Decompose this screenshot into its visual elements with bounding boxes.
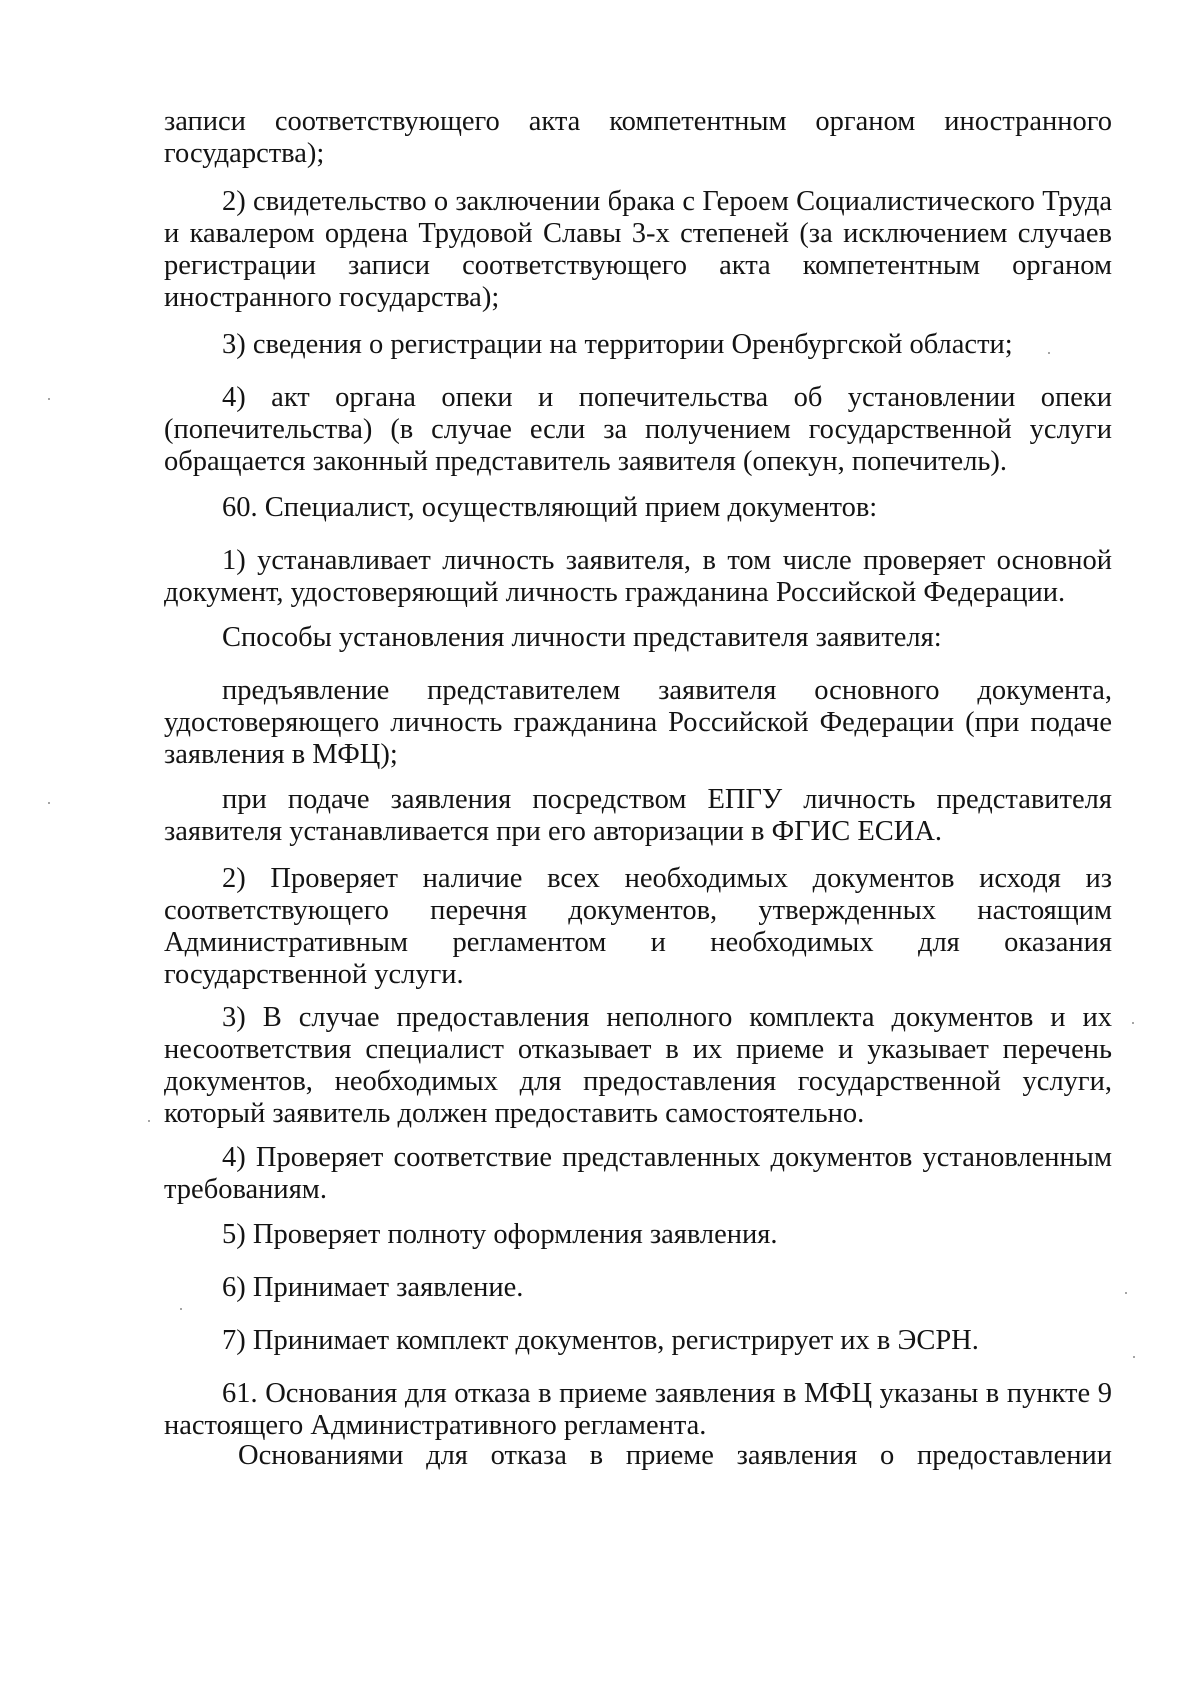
scan-speck — [180, 1308, 182, 1310]
text-line: 3) В случае предоставления неполного комплекта документов и их — [222, 1002, 1112, 1033]
text-line: государственной услуги. — [164, 959, 464, 990]
paragraph-item-3 — [164, 329, 1112, 361]
text-line: при подаче заявления посредством ЕПГУ личность представителя — [222, 784, 1112, 815]
paragraph-step-2 — [164, 863, 1112, 991]
text-line: 3) сведения о регистрации на территории Оренбургской области; — [222, 329, 1013, 360]
text-line: 61. Основания для отказа в приеме заявления в МФЦ указаны в пункте 9 — [222, 1378, 1112, 1409]
text-line: и кавалером ордена Трудовой Славы 3-х степеней (за исключением случаев — [164, 218, 1112, 249]
text-line: документов, необходимых для предоставления государственной услуги, — [164, 1066, 1112, 1097]
text-line: соответствующего перечня документов, утвержденных настоящим — [164, 895, 1112, 926]
paragraph-section-60 — [164, 492, 1112, 524]
text-line: удостоверяющего личность гражданина Российской Федерации (при подаче — [164, 707, 1112, 738]
text-line: Основаниями для отказа в приеме заявления о предоставлении — [238, 1440, 1112, 1471]
paragraph-epgu — [164, 784, 1112, 848]
text-line: 6) Принимает заявление. — [222, 1272, 524, 1303]
paragraph-section-61 — [164, 1378, 1112, 1442]
scan-speck — [148, 1120, 150, 1122]
paragraph-step-4 — [164, 1142, 1112, 1206]
text-line: иностранного государства); — [164, 282, 500, 313]
text-line: 4) акт органа опеки и попечительства об установлении опеки — [222, 382, 1112, 413]
scan-speck — [1132, 1022, 1134, 1024]
paragraph-step-1 — [164, 545, 1112, 609]
text-line: 5) Проверяет полноту оформления заявления. — [222, 1219, 778, 1250]
text-line: заявителя устанавливается при его авторизации в ФГИС ЕСИА. — [164, 816, 943, 847]
text-line: 2) Проверяет наличие всех необходимых документов исходя из — [222, 863, 1112, 894]
text-line: Способы установления личности представителя заявителя: — [222, 622, 942, 653]
text-line: требованиям. — [164, 1174, 327, 1205]
text-line: государства); — [164, 138, 325, 169]
text-line: 60. Специалист, осуществляющий прием документов: — [222, 492, 878, 523]
paragraph-item-2 — [164, 186, 1112, 314]
text-line: который заявитель должен предоставить самостоятельно. — [164, 1098, 865, 1129]
text-line: несоответствия специалист отказывает в их приеме и указывает перечень — [164, 1034, 1112, 1065]
text-line: обращается законный представитель заявителя (опекун, попечитель). — [164, 446, 1008, 477]
paragraph-item-4 — [164, 382, 1112, 478]
scan-speck — [48, 398, 50, 400]
text-line: (попечительства) (в случае если за получением государственной услуги — [164, 414, 1112, 445]
paragraph-refusal-grounds — [164, 1440, 1112, 1472]
paragraph-step-6 — [164, 1272, 1112, 1304]
text-line: 2) свидетельство о заключении брака с Героем Социалистического Труда — [222, 186, 1112, 217]
text-line: заявления в МФЦ); — [164, 739, 398, 770]
text-line: 4) Проверяет соответствие представленных документов установленным — [222, 1142, 1112, 1173]
paragraph-step-3 — [164, 1002, 1112, 1130]
paragraph-identity-methods — [164, 622, 1112, 654]
scan-speck — [1125, 1292, 1127, 1294]
scan-speck — [48, 802, 50, 804]
paragraph-step-7 — [164, 1325, 1112, 1357]
text-line: предъявление представителем заявителя основного документа, — [222, 675, 1112, 706]
text-line: 7) Принимает комплект документов, регистрирует их в ЭСРН. — [222, 1325, 979, 1356]
paragraph-continuation — [164, 106, 1112, 170]
text-line: документ, удостоверяющий личность гражданина Российской Федерации. — [164, 577, 1066, 608]
text-line: регистрации записи соответствующего акта компетентным органом — [164, 250, 1112, 281]
scan-speck — [1048, 352, 1050, 354]
text-line: настоящего Административного регламента. — [164, 1410, 707, 1441]
text-line: записи соответствующего акта компетентным органом иностранного — [164, 106, 1112, 137]
paragraph-presentation — [164, 675, 1112, 771]
text-line: 1) устанавливает личность заявителя, в том числе проверяет основной — [222, 545, 1112, 576]
text-line: Административным регламентом и необходимых для оказания — [164, 927, 1112, 958]
scan-speck — [1133, 1356, 1135, 1358]
paragraph-step-5 — [164, 1219, 1112, 1251]
